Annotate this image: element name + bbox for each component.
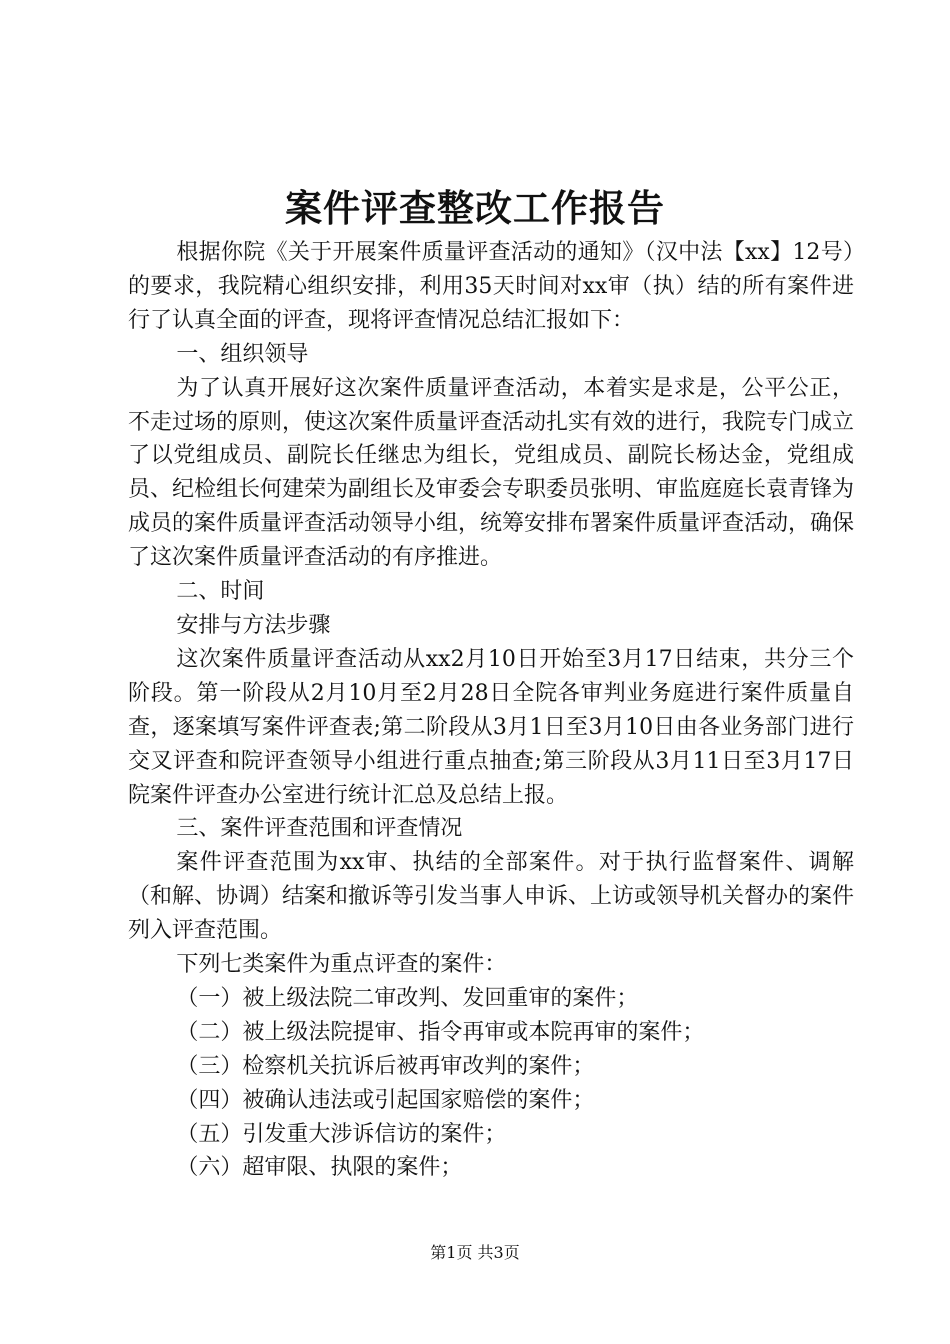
- list-item-5: （五）引发重大涉诉信访的案件；: [176, 1121, 507, 1147]
- list-item-1: （一）被上级法院二审改判、发回重审的案件；: [176, 985, 639, 1011]
- paragraph-intro: 根据你院《关于开展案件质量评查活动的通知》（汉中法【xx】12号）的要求，我院精心组织安排，利用35天时间对xx审（执）结的所有案件进行了认真全面的评查，现将评查情况总结汇报如下：: [128, 240, 854, 333]
- document-title: 案件评查整改工作报告: [285, 186, 665, 230]
- heading-arrangement: 安排与方法步骤: [176, 612, 331, 638]
- paragraph-scope: 案件评查范围为xx审、执结的全部案件。对于执行监督案件、调解（和解、协调）结案和撤诉等引发当事人申诉、上访或领导机关督办的案件列入评查范围。: [128, 850, 855, 944]
- document-body: [128, 236, 854, 1185]
- paragraph-schedule: 这次案件质量评查活动从xx2月10日开始至3月17日结束，共分三个阶段。第一阶段从2月10月至2月28日全院各审判业务庭进行案件质量自查，逐案填写案件评查表;第二阶段从3月1日至3月10日由各业务部门进行交叉评查和院评查领导小组进行重点抽查;第三阶段从3月11日至3月17日院案件评查办公室进行统计汇总及总结上报。: [128, 646, 854, 808]
- heading-organization: 一、组织领导: [176, 341, 309, 367]
- list-item-2: （二）被上级法院提审、指令再审或本院再审的案件；: [176, 1019, 705, 1045]
- list-item-4: （四）被确认违法或引起国家赔偿的案件；: [176, 1087, 595, 1113]
- paragraph-organization: 为了认真开展好这次案件质量评查活动，本着实是求是，公平公正，不走过场的原则，使这次案件质量评查活动扎实有效的进行，我院专门成立了以党组成员、副院长任继忠为组长，党组成员、副院长杨达金，党组成员、纪检组长何建荣为副组长及审委会专职委员张明、审监庭庭长袁青锋为成员的案件质量评查活动领导小组，统筹安排布署案件质量评查活动，确保了这次案件质量评查活动的有序推进。: [128, 375, 855, 571]
- page-number: 第1页 共3页: [430, 1243, 520, 1262]
- heading-time: 二、时间: [176, 579, 265, 605]
- heading-scope: 三、案件评查范围和评查情况: [176, 816, 463, 842]
- paragraph-key-cases-intro: 下列七类案件为重点评查的案件：: [176, 952, 507, 978]
- list-item-6: （六）超审限、执限的案件；: [176, 1155, 463, 1181]
- list-item-3: （三）检察机关抗诉后被再审改判的案件；: [176, 1053, 595, 1079]
